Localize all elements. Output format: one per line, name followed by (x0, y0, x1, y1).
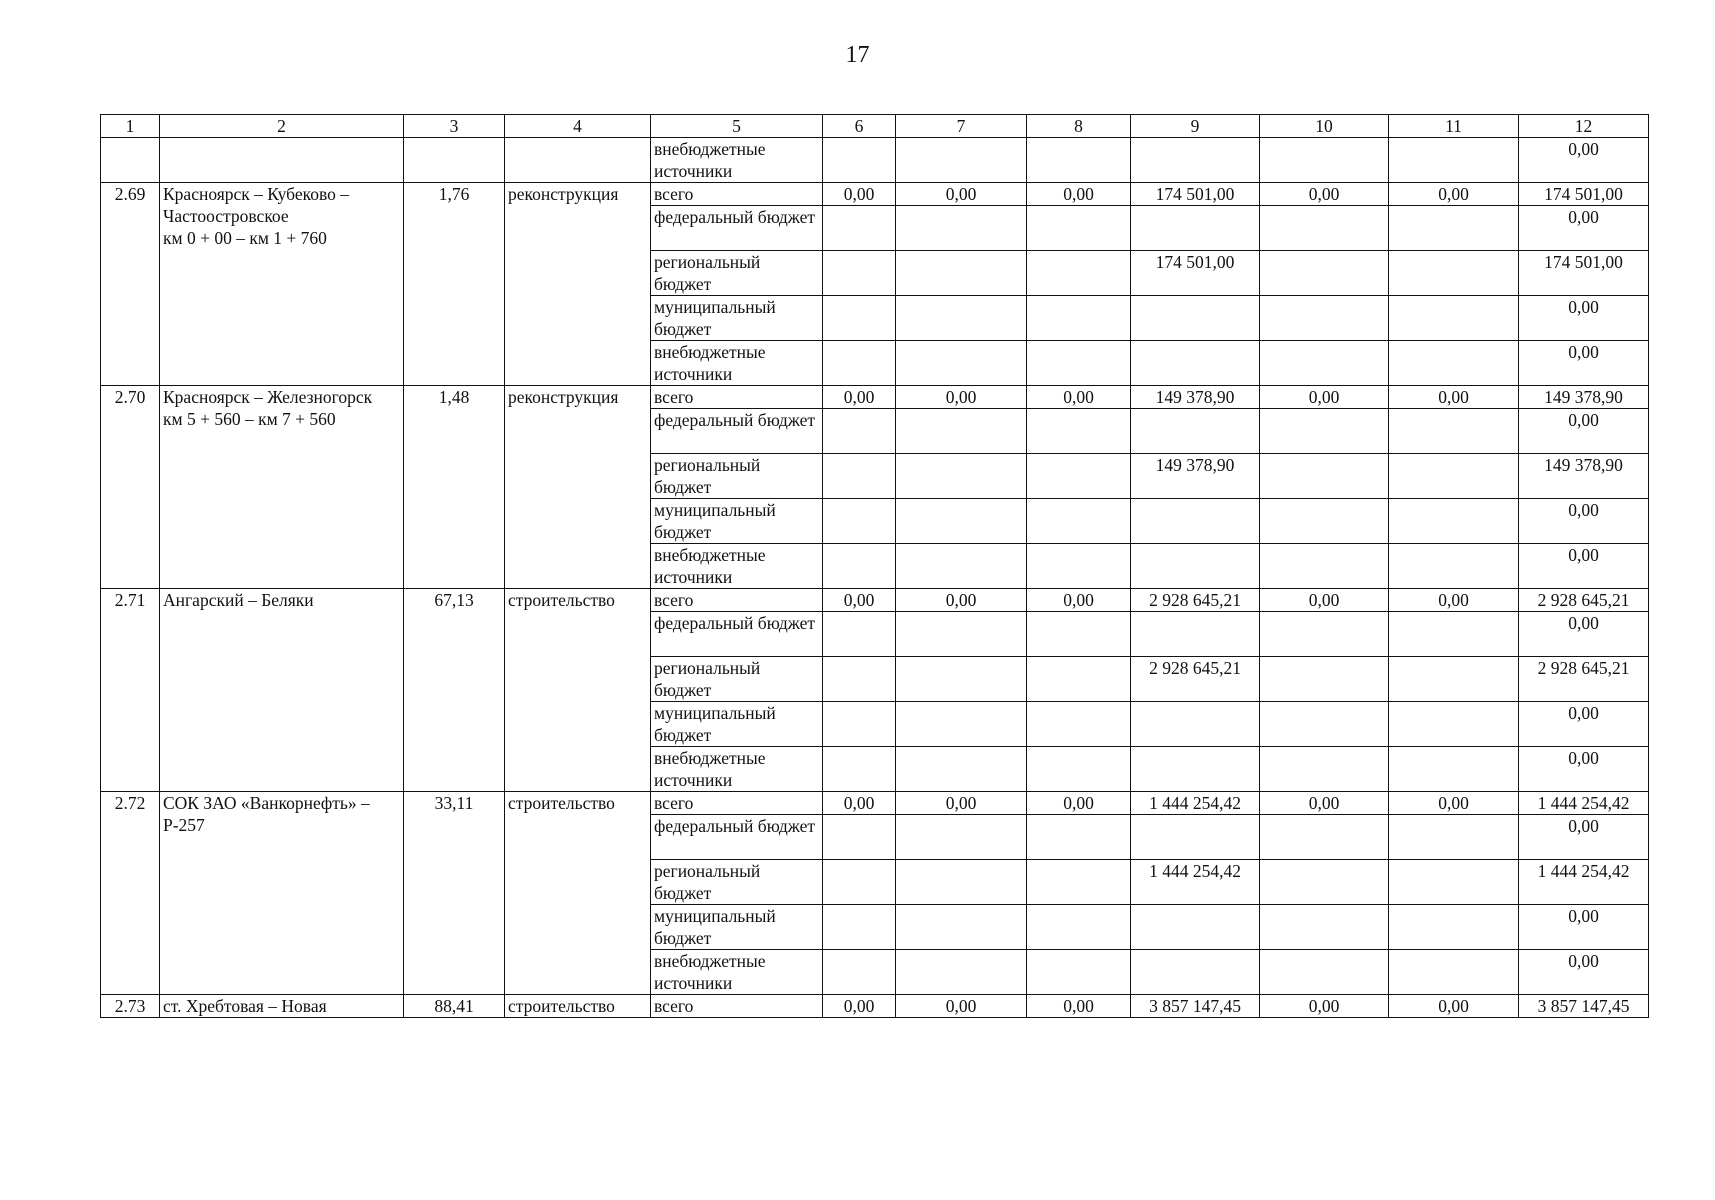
item-name-line: Красноярск – Кубеково – (163, 184, 350, 204)
value-cell: 0,00 (1260, 792, 1389, 815)
empty-cell (1389, 815, 1519, 860)
empty-cell (1260, 905, 1389, 950)
empty-cell (1027, 612, 1131, 657)
total-cell: 0,00 (1519, 499, 1649, 544)
total-cell: 0,00 (1519, 702, 1649, 747)
value-cell: 0,00 (823, 589, 896, 612)
source-cell: федеральный бюджет (651, 815, 823, 860)
source-cell: внебюджетные источники (651, 138, 823, 183)
empty-cell (896, 657, 1027, 702)
empty-cell (823, 138, 896, 183)
value-cell: 149 378,90 (1131, 454, 1260, 499)
total-cell: 0,00 (1519, 544, 1649, 589)
empty-cell (1260, 950, 1389, 995)
header-cell: 1 (101, 115, 160, 138)
empty-cell (823, 657, 896, 702)
empty-cell (1260, 409, 1389, 454)
empty-cell (1260, 138, 1389, 183)
total-cell: 0,00 (1519, 747, 1649, 792)
empty-cell (896, 296, 1027, 341)
item-name-line: км 5 + 560 – км 7 + 560 (163, 409, 336, 429)
empty-cell (1027, 747, 1131, 792)
total-cell: 0,00 (1519, 138, 1649, 183)
source-cell: муниципальный бюджет (651, 702, 823, 747)
empty-cell (1260, 860, 1389, 905)
item-length: 33,11 (404, 792, 505, 995)
source-cell: региональный бюджет (651, 657, 823, 702)
empty-cell (1131, 950, 1260, 995)
table-row (101, 138, 1649, 183)
total-cell: 2 928 645,21 (1519, 657, 1649, 702)
empty-cell (823, 612, 896, 657)
value-cell: 149 378,90 (1131, 386, 1260, 409)
value-cell: 0,00 (823, 183, 896, 206)
empty-cell (1131, 206, 1260, 251)
empty-cell (404, 138, 505, 183)
total-cell: 149 378,90 (1519, 454, 1649, 499)
empty-cell (1389, 251, 1519, 296)
value-cell: 2 928 645,21 (1519, 589, 1649, 612)
empty-cell (896, 409, 1027, 454)
empty-cell (1389, 657, 1519, 702)
empty-cell (896, 138, 1027, 183)
source-cell: федеральный бюджет (651, 409, 823, 454)
empty-cell (896, 454, 1027, 499)
item-name-line: Ангарский – Беляки (163, 590, 314, 610)
empty-cell (1131, 702, 1260, 747)
value-cell: 2 928 645,21 (1131, 589, 1260, 612)
empty-cell (1027, 860, 1131, 905)
total-cell: 0,00 (1519, 612, 1649, 657)
empty-cell (1389, 409, 1519, 454)
empty-cell (1260, 341, 1389, 386)
header-cell: 10 (1260, 115, 1389, 138)
empty-cell (896, 905, 1027, 950)
empty-cell (1131, 409, 1260, 454)
empty-cell (896, 860, 1027, 905)
empty-cell (1389, 138, 1519, 183)
value-cell: 0,00 (1027, 995, 1131, 1018)
empty-cell (1260, 815, 1389, 860)
empty-cell (1027, 815, 1131, 860)
item-number: 2.72 (101, 792, 160, 995)
header-cell: 3 (404, 115, 505, 138)
item-work-type: строительство (505, 995, 651, 1018)
empty-cell (1389, 544, 1519, 589)
empty-cell (1389, 454, 1519, 499)
value-cell: 0,00 (896, 183, 1027, 206)
value-cell: 1 444 254,42 (1131, 860, 1260, 905)
budget-table (100, 114, 1649, 1018)
table-row (101, 386, 1649, 409)
value-cell: 0,00 (1389, 589, 1519, 612)
value-cell: 0,00 (1027, 386, 1131, 409)
source-cell: региональный бюджет (651, 251, 823, 296)
empty-cell (1131, 341, 1260, 386)
header-cell: 7 (896, 115, 1027, 138)
empty-cell (823, 702, 896, 747)
item-length: 67,13 (404, 589, 505, 792)
item-name-line: Частоостровское (163, 206, 289, 226)
table-row (101, 589, 1649, 612)
item-work-type: строительство (505, 589, 651, 792)
empty-cell (1131, 544, 1260, 589)
source-cell: внебюджетные источники (651, 950, 823, 995)
table-row (101, 995, 1649, 1018)
empty-cell (1260, 454, 1389, 499)
empty-cell (1389, 702, 1519, 747)
empty-cell (823, 296, 896, 341)
item-name-line: Красноярск – Железногорск (163, 387, 373, 407)
empty-cell (823, 341, 896, 386)
empty-cell (1260, 251, 1389, 296)
empty-cell (1260, 747, 1389, 792)
empty-cell (1027, 950, 1131, 995)
empty-cell (160, 138, 404, 183)
total-cell: 0,00 (1519, 905, 1649, 950)
value-cell: 0,00 (1389, 792, 1519, 815)
value-cell: 174 501,00 (1131, 251, 1260, 296)
item-length: 1,48 (404, 386, 505, 589)
source-cell: всего (651, 792, 823, 815)
empty-cell (896, 499, 1027, 544)
empty-cell (1260, 657, 1389, 702)
value-cell: 3 857 147,45 (1519, 995, 1649, 1018)
empty-cell (101, 138, 160, 183)
empty-cell (1389, 499, 1519, 544)
empty-cell (823, 905, 896, 950)
source-cell: всего (651, 995, 823, 1018)
item-name (160, 792, 404, 995)
item-work-type: строительство (505, 792, 651, 995)
empty-cell (896, 341, 1027, 386)
item-work-type: реконструкция (505, 183, 651, 386)
empty-cell (1027, 251, 1131, 296)
empty-cell (823, 950, 896, 995)
value-cell: 0,00 (896, 792, 1027, 815)
empty-cell (1131, 612, 1260, 657)
empty-cell (823, 251, 896, 296)
empty-cell (1027, 905, 1131, 950)
item-work-type: реконструкция (505, 386, 651, 589)
source-cell: всего (651, 386, 823, 409)
empty-cell (1131, 499, 1260, 544)
empty-cell (1389, 747, 1519, 792)
header-cell: 9 (1131, 115, 1260, 138)
item-number: 2.71 (101, 589, 160, 792)
empty-cell (1027, 544, 1131, 589)
empty-cell (1260, 544, 1389, 589)
total-cell: 0,00 (1519, 409, 1649, 454)
empty-cell (1131, 747, 1260, 792)
empty-cell (1027, 454, 1131, 499)
header-cell: 11 (1389, 115, 1519, 138)
source-cell: федеральный бюджет (651, 612, 823, 657)
source-cell: региональный бюджет (651, 454, 823, 499)
value-cell: 3 857 147,45 (1131, 995, 1260, 1018)
value-cell: 0,00 (823, 995, 896, 1018)
empty-cell (823, 409, 896, 454)
item-name-line: км 0 + 00 – км 1 + 760 (163, 228, 327, 248)
empty-cell (1131, 296, 1260, 341)
total-cell: 0,00 (1519, 341, 1649, 386)
empty-cell (1389, 950, 1519, 995)
empty-cell (823, 499, 896, 544)
item-number: 2.73 (101, 995, 160, 1018)
source-cell: федеральный бюджет (651, 206, 823, 251)
value-cell: 2 928 645,21 (1131, 657, 1260, 702)
empty-cell (896, 950, 1027, 995)
empty-cell (1131, 905, 1260, 950)
value-cell: 0,00 (1389, 995, 1519, 1018)
value-cell: 0,00 (1027, 589, 1131, 612)
value-cell: 0,00 (1027, 792, 1131, 815)
header-cell: 12 (1519, 115, 1649, 138)
empty-cell (1389, 612, 1519, 657)
empty-cell (1260, 499, 1389, 544)
source-cell: внебюджетные источники (651, 544, 823, 589)
value-cell: 1 444 254,42 (1519, 792, 1649, 815)
header-cell: 8 (1027, 115, 1131, 138)
empty-cell (823, 544, 896, 589)
header-cell: 6 (823, 115, 896, 138)
value-cell: 0,00 (896, 995, 1027, 1018)
value-cell: 0,00 (1260, 386, 1389, 409)
source-cell: всего (651, 589, 823, 612)
empty-cell (1260, 702, 1389, 747)
item-name-line: СОК ЗАО «Ванкорнефть» – (163, 793, 370, 813)
source-cell: всего (651, 183, 823, 206)
empty-cell (823, 815, 896, 860)
empty-cell (896, 206, 1027, 251)
empty-cell (896, 702, 1027, 747)
empty-cell (1389, 296, 1519, 341)
empty-cell (1131, 138, 1260, 183)
item-name (160, 589, 404, 792)
empty-cell (896, 544, 1027, 589)
item-name (160, 386, 404, 589)
empty-cell (1027, 499, 1131, 544)
empty-cell (1389, 860, 1519, 905)
item-name-line: Р-257 (163, 815, 205, 835)
empty-cell (1027, 296, 1131, 341)
value-cell: 0,00 (1260, 183, 1389, 206)
value-cell: 174 501,00 (1131, 183, 1260, 206)
header-cell: 5 (651, 115, 823, 138)
total-cell: 1 444 254,42 (1519, 860, 1649, 905)
value-cell: 0,00 (1389, 386, 1519, 409)
value-cell: 1 444 254,42 (1131, 792, 1260, 815)
source-cell: внебюджетные источники (651, 341, 823, 386)
source-cell: муниципальный бюджет (651, 296, 823, 341)
empty-cell (1131, 815, 1260, 860)
empty-cell (1389, 905, 1519, 950)
header-cell: 4 (505, 115, 651, 138)
item-name: ст. Хребтовая – Новая (160, 995, 404, 1018)
empty-cell (896, 251, 1027, 296)
value-cell: 0,00 (896, 386, 1027, 409)
value-cell: 174 501,00 (1519, 183, 1649, 206)
empty-cell (1027, 409, 1131, 454)
total-cell: 0,00 (1519, 950, 1649, 995)
value-cell: 0,00 (1260, 589, 1389, 612)
empty-cell (1389, 341, 1519, 386)
total-cell: 0,00 (1519, 206, 1649, 251)
empty-cell (1027, 657, 1131, 702)
header-row (101, 115, 1649, 138)
value-cell: 149 378,90 (1519, 386, 1649, 409)
source-cell: внебюджетные источники (651, 747, 823, 792)
empty-cell (823, 454, 896, 499)
item-number: 2.69 (101, 183, 160, 386)
empty-cell (505, 138, 651, 183)
value-cell: 0,00 (896, 589, 1027, 612)
empty-cell (823, 860, 896, 905)
empty-cell (1260, 206, 1389, 251)
value-cell: 0,00 (823, 386, 896, 409)
empty-cell (1260, 612, 1389, 657)
item-name (160, 183, 404, 386)
table-row (101, 792, 1649, 815)
empty-cell (1027, 206, 1131, 251)
empty-cell (1027, 341, 1131, 386)
item-length: 1,76 (404, 183, 505, 386)
empty-cell (896, 815, 1027, 860)
value-cell: 0,00 (823, 792, 896, 815)
empty-cell (896, 747, 1027, 792)
empty-cell (1260, 296, 1389, 341)
item-number: 2.70 (101, 386, 160, 589)
empty-cell (1389, 206, 1519, 251)
empty-cell (896, 612, 1027, 657)
value-cell: 0,00 (1260, 995, 1389, 1018)
empty-cell (1027, 138, 1131, 183)
empty-cell (1027, 702, 1131, 747)
empty-cell (823, 747, 896, 792)
table-row (101, 183, 1649, 206)
source-cell: региональный бюджет (651, 860, 823, 905)
header-cell: 2 (160, 115, 404, 138)
empty-cell (823, 206, 896, 251)
value-cell: 0,00 (1389, 183, 1519, 206)
total-cell: 0,00 (1519, 815, 1649, 860)
page-number: 17 (845, 42, 870, 68)
source-cell: муниципальный бюджет (651, 905, 823, 950)
total-cell: 174 501,00 (1519, 251, 1649, 296)
source-cell: муниципальный бюджет (651, 499, 823, 544)
total-cell: 0,00 (1519, 296, 1649, 341)
item-length: 88,41 (404, 995, 505, 1018)
value-cell: 0,00 (1027, 183, 1131, 206)
